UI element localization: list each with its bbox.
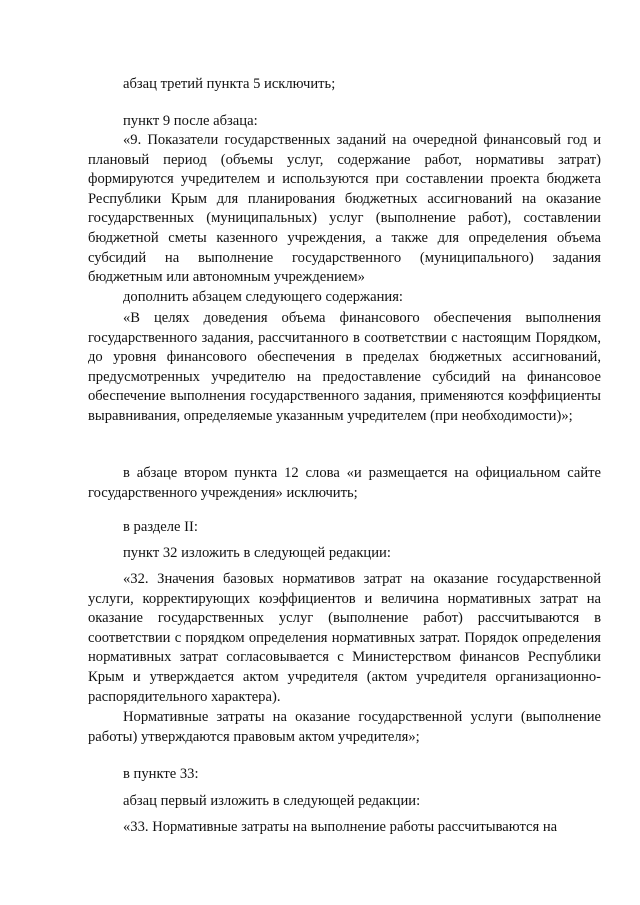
paragraph-item33-intro: в пункте 33: bbox=[123, 766, 199, 782]
paragraph-item12-block bbox=[88, 464, 601, 503]
paragraph-item32-intro: пункт 32 изложить в следующей редакции: bbox=[123, 545, 391, 561]
paragraph-item12: в абзаце втором пункта 12 слова «и размещается на официальном сайте государственного учреждения» исключить; bbox=[88, 465, 601, 501]
paragraph-item32-second: Нормативные затраты на оказание государственной услуги (выполнение работы) утверждаются правовым актом учредителя»; bbox=[88, 709, 601, 745]
paragraph-item9-intro: пункт 9 после абзаца: bbox=[123, 113, 258, 129]
paragraph-item9-quote-block bbox=[88, 131, 601, 288]
paragraph-item32-second-block bbox=[88, 708, 601, 747]
paragraph-add-intro: дополнить абзацем следующего содержания: bbox=[123, 289, 403, 305]
paragraph-added-quote: «В целях доведения объема финансового обеспечения выполнения государственного задания, рассчитанного в соответствии с настоящим Порядком, до уровня финансового обеспечения в пределах бюджетных ассигнований, предусмотренных учредителю на предоставление субсидий на финансовое обеспечение выполнения государственного задания, применяются коэффициенты выравнивания, определяемые указанным учредителем (при необходимости)»; bbox=[88, 310, 601, 424]
paragraph-item33-quote: «33. Нормативные затраты на выполнение работы рассчитываются на bbox=[123, 819, 558, 835]
paragraph-item33-first-intro: абзац первый изложить в следующей редакции: bbox=[123, 793, 421, 809]
paragraph-item32-quote: «32. Значения базовых нормативов затрат на оказание государственной услуги, корректирующих коэффициентов и величина нормативных затрат на оказание государственных услуг (выполнение работ) рассчитываются в соответствии с порядком определения нормативных затрат. Порядок определения нормативных затрат согласовывается с Министерством финансов Республики Крым и утверждается актом учредителя (актом учредителя организационно-распорядительного характера). bbox=[88, 571, 601, 705]
paragraph-item33-quote-block bbox=[88, 818, 601, 838]
paragraph-section2: в разделе II: bbox=[123, 519, 198, 535]
paragraph-item9-quote: «9. Показатели государственных заданий на очередной финансовый год и плановый период (объемы услуг, содержание работ, нормативы затрат) формируются учредителем и используются при составлении проекта бюджета Республики Крым для планирования бюджетных ассигнований на оказание государственных (муниципальных) услуг (выполнение работ), составлении бюджетной сметы казенного учреждения, а также для определения объема субсидий на выполнение государственного (муниципального) задания бюджетным или автономным учреждением» bbox=[88, 132, 601, 286]
paragraph-added-quote-block bbox=[88, 309, 601, 427]
paragraph-item32-quote-block bbox=[88, 570, 601, 707]
paragraph-delete-p5: абзац третий пункта 5 исключить; bbox=[123, 76, 336, 92]
